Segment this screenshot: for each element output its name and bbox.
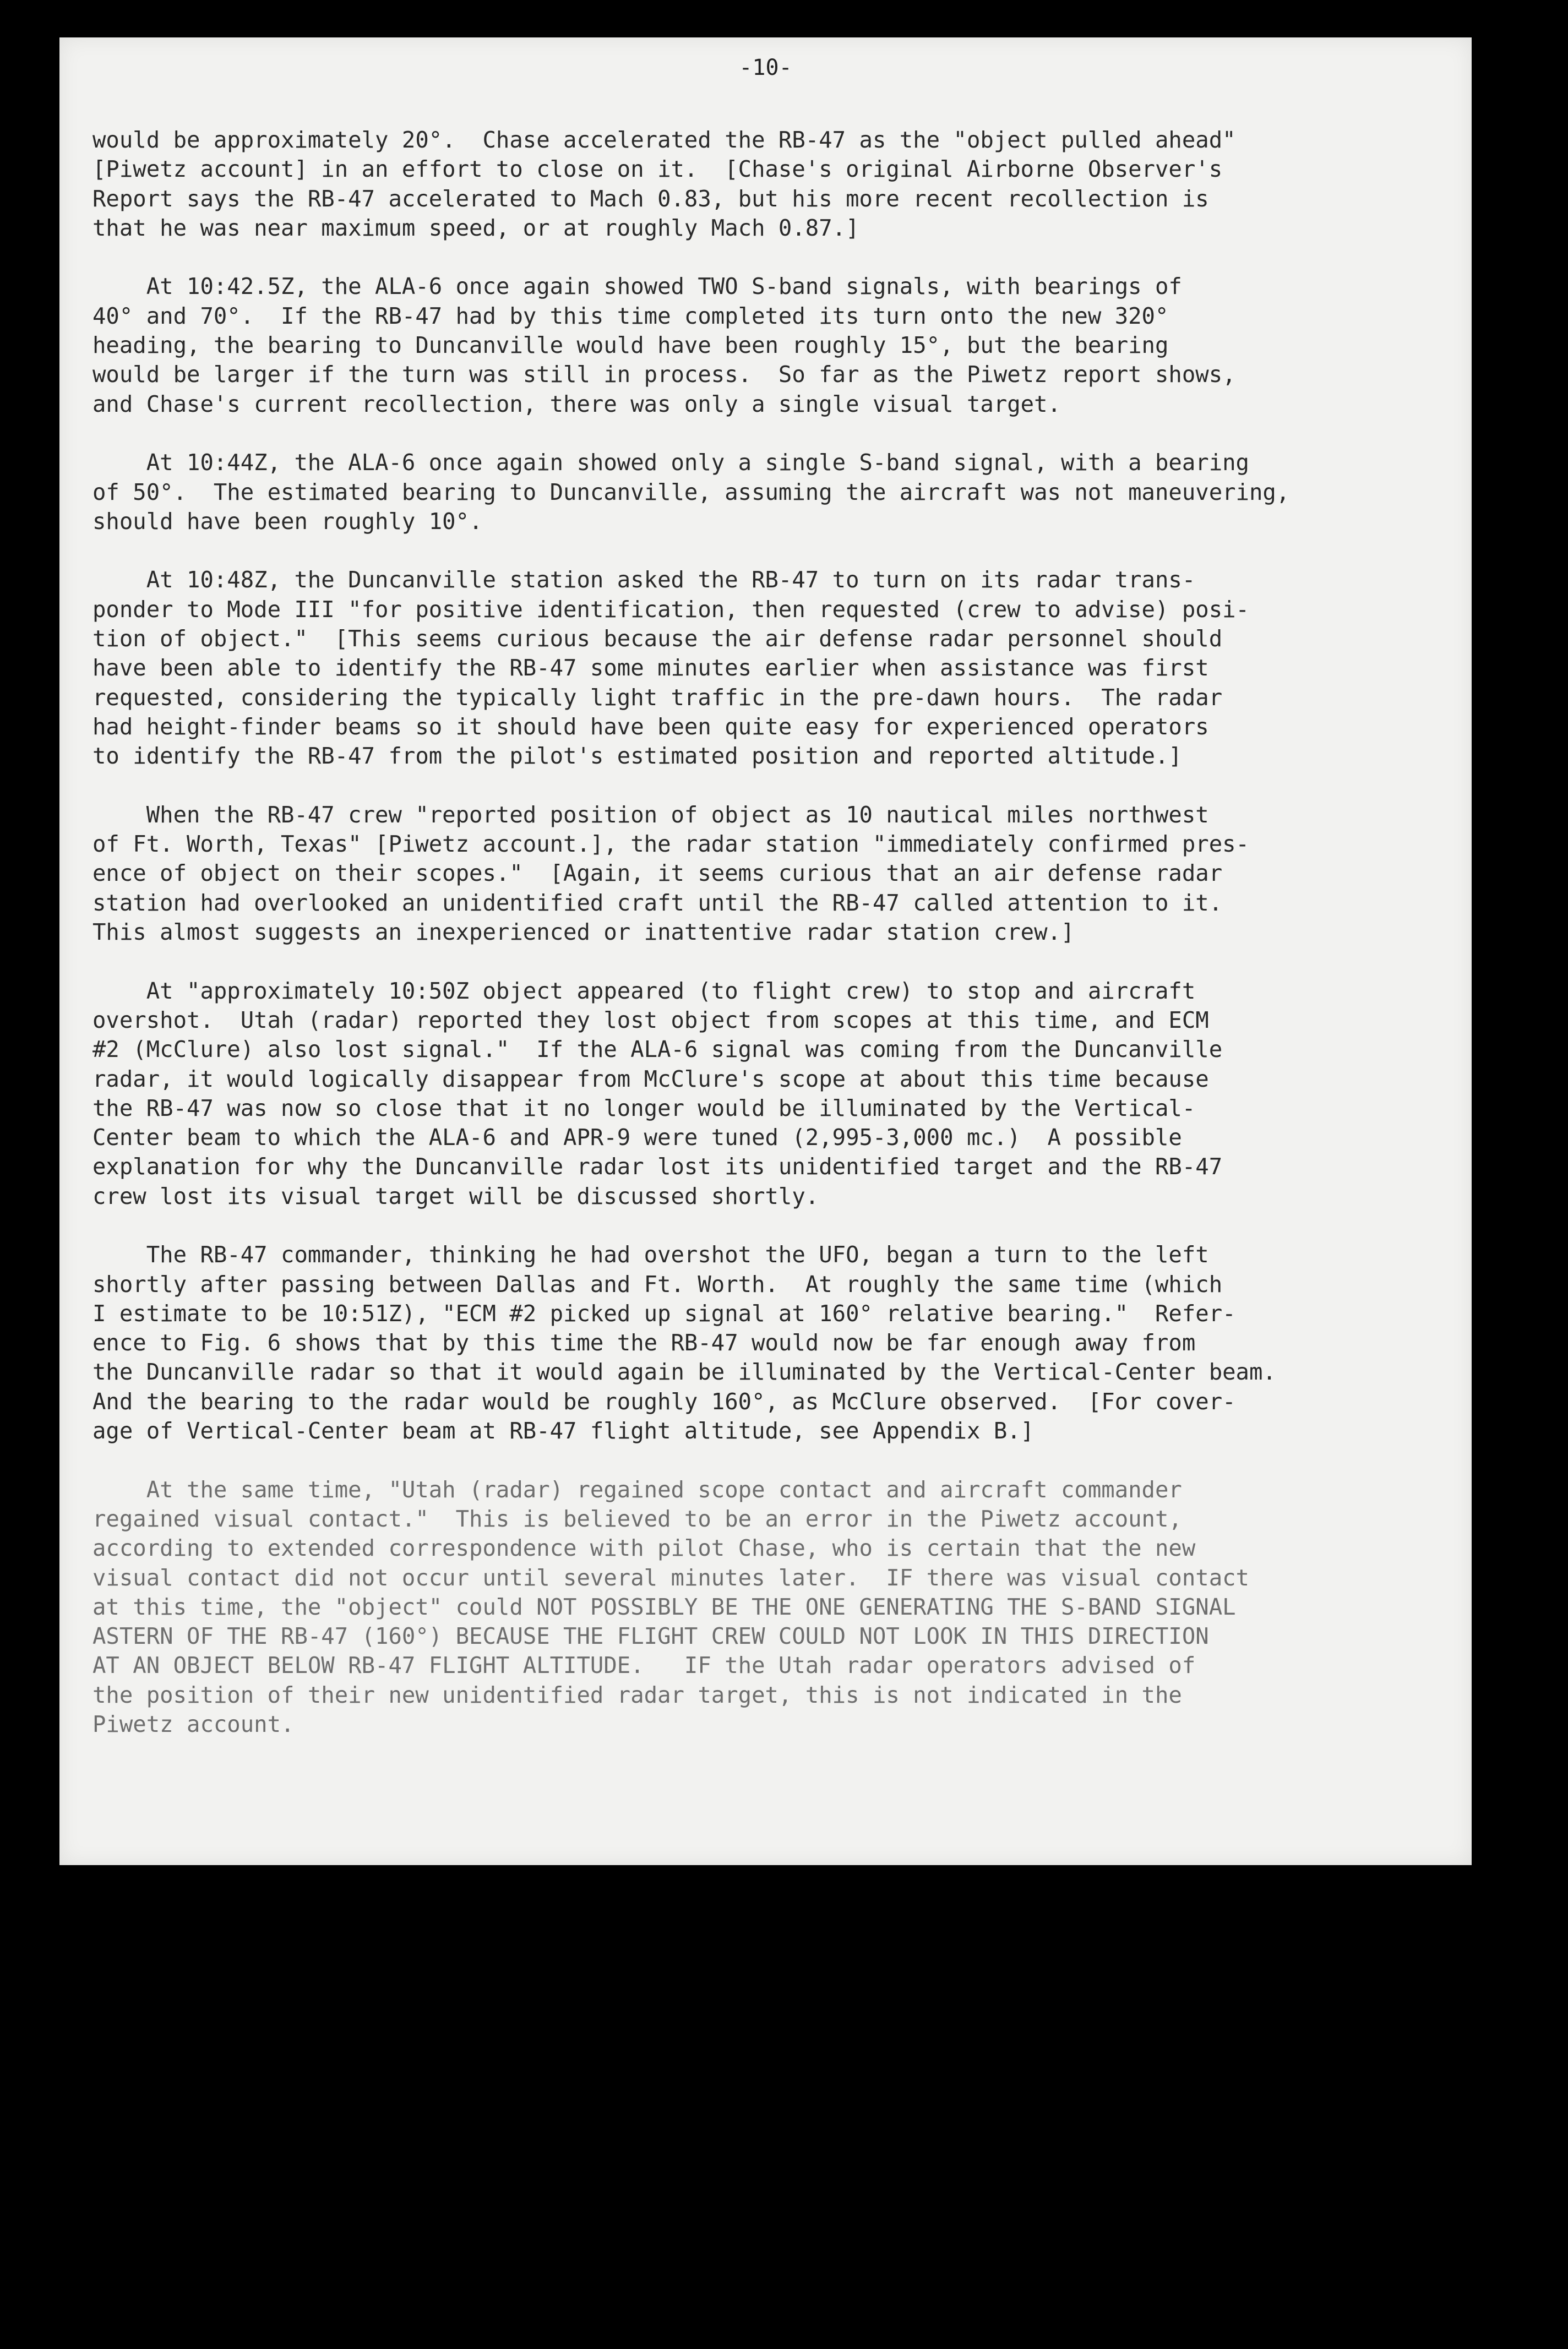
text-line: explanation for why the Duncanville radar lost its unidentified target and the RB-47 xyxy=(92,1153,1223,1180)
text-line: at this time, the "object" could NOT POSSIBLY BE THE ONE GENERATING THE S-BAND SIGNAL xyxy=(92,1593,1236,1620)
text-line: When the RB-47 crew "reported position of object as 10 nautical miles northwest xyxy=(92,801,1209,828)
text-line: of Ft. Worth, Texas" [Piwetz account.], the radar station "immediately confirmed pres- xyxy=(92,831,1249,858)
paragraph xyxy=(92,272,1436,418)
text-line: visual contact did not occur until several minutes later. IF there was visual contact xyxy=(92,1564,1249,1591)
text-line: of 50°. The estimated bearing to Duncanville, assuming the aircraft was not maneuvering, xyxy=(92,478,1290,505)
paragraph xyxy=(92,1240,1436,1446)
text-line: would be approximately 20°. Chase accelerated the RB-47 as the "object pulled ahead" xyxy=(92,127,1236,153)
text-line: Center beam to which the ALA-6 and APR-9 were tuned (2,995-3,000 mc.) A possible xyxy=(92,1124,1182,1151)
text-line: would be larger if the turn was still in process. So far as the Piwetz report shows, xyxy=(92,361,1236,388)
text-line: This almost suggests an inexperienced or inattentive radar station crew.] xyxy=(92,919,1075,946)
paragraph xyxy=(92,800,1436,947)
text-line: according to extended correspondence with pilot Chase, who is certain that the new xyxy=(92,1535,1196,1562)
text-line: should have been roughly 10°. xyxy=(92,508,483,535)
text-line: Piwetz account. xyxy=(92,1711,295,1738)
text-line: regained visual contact." This is believed to be an error in the Piwetz account, xyxy=(92,1505,1182,1532)
text-line: Report says the RB-47 accelerated to Mach 0.83, but his more recent recollection is xyxy=(92,185,1209,212)
text-line: requested, considering the typically light traffic in the pre-dawn hours. The radar xyxy=(92,684,1223,711)
text-line: The RB-47 commander, thinking he had overshot the UFO, began a turn to the left xyxy=(92,1241,1209,1268)
text-line: At 10:42.5Z, the ALA-6 once again showed TWO S-band signals, with bearings of xyxy=(92,273,1182,300)
text-line: crew lost its visual target will be discussed shortly. xyxy=(92,1182,819,1209)
text-line: station had overlooked an unidentified craft until the RB-47 called attention to it. xyxy=(92,889,1223,916)
paragraph xyxy=(92,565,1436,771)
text-line: the Duncanville radar so that it would again be illuminated by the Vertical-Center beam. xyxy=(92,1359,1276,1386)
text-line: At "approximately 10:50Z object appeared (to flight crew) to stop and aircraft xyxy=(92,977,1196,1004)
text-line: heading, the bearing to Duncanville would have been roughly 15°, but the bearing xyxy=(92,332,1169,359)
text-line: I estimate to be 10:51Z), "ECM #2 picked up signal at 160° relative bearing." Refer- xyxy=(92,1300,1236,1327)
paragraph xyxy=(92,1475,1436,1740)
text-line: the RB-47 was now so close that it no longer would be illuminated by the Vertical- xyxy=(92,1094,1196,1121)
text-line: At the same time, "Utah (radar) regained scope contact and aircraft commander xyxy=(92,1476,1182,1503)
text-line: ASTERN OF THE RB-47 (160°) BECAUSE THE FLIGHT CREW COULD NOT LOOK IN THIS DIRECTION xyxy=(92,1623,1209,1650)
document-page xyxy=(59,37,1472,1865)
body-text xyxy=(92,126,1436,1739)
paragraph xyxy=(92,126,1436,243)
text-line: At 10:44Z, the ALA-6 once again showed only a single S-band signal, with a bearing xyxy=(92,449,1249,476)
paragraph xyxy=(92,448,1436,536)
text-line: [Piwetz account] in an effort to close on it. [Chase's original Airborne Observer's xyxy=(92,156,1223,183)
text-line: to identify the RB-47 from the pilot's estimated position and reported altitude.] xyxy=(92,743,1182,770)
text-line: the position of their new unidentified radar target, this is not indicated in the xyxy=(92,1681,1182,1708)
text-line: had height-finder beams so it should have been quite easy for experienced operators xyxy=(92,713,1209,740)
text-line: At 10:48Z, the Duncanville station asked the RB-47 to turn on its radar trans- xyxy=(92,566,1196,593)
text-line: overshot. Utah (radar) reported they lost object from scopes at this time, and ECM xyxy=(92,1006,1209,1033)
text-line: AT AN OBJECT BELOW RB-47 FLIGHT ALTITUDE. IF the Utah radar operators advised of xyxy=(92,1652,1196,1679)
text-line: 40° and 70°. If the RB-47 had by this time completed its turn onto the new 320° xyxy=(92,302,1169,329)
text-line: ponder to Mode III "for positive identification, then requested (crew to advise) posi- xyxy=(92,596,1249,623)
text-line: tion of object." [This seems curious because the air defense radar personnel should xyxy=(92,625,1223,652)
text-line: radar, it would logically disappear from McClure's scope at about this time because xyxy=(92,1065,1209,1092)
text-line: ence to Fig. 6 shows that by this time the RB-47 would now be far enough away from xyxy=(92,1329,1196,1356)
text-line: ence of object on their scopes." [Again, it seems curious that an air defense radar xyxy=(92,860,1223,887)
text-line: that he was near maximum speed, or at roughly Mach 0.87.] xyxy=(92,214,859,241)
text-line: #2 (McClure) also lost signal." If the ALA-6 signal was coming from the Duncanville xyxy=(92,1036,1223,1063)
text-line: shortly after passing between Dallas and Ft. Worth. At roughly the same time (which xyxy=(92,1271,1223,1298)
text-line: age of Vertical-Center beam at RB-47 flight altitude, see Appendix B.] xyxy=(92,1418,1035,1445)
text-line: and Chase's current recollection, there was only a single visual target. xyxy=(92,390,1061,417)
page-number: -10- xyxy=(739,55,792,80)
text-line: And the bearing to the radar would be roughly 160°, as McClure observed. [For cover- xyxy=(92,1388,1236,1415)
text-line: have been able to identify the RB-47 some minutes earlier when assistance was first xyxy=(92,655,1209,682)
paragraph xyxy=(92,977,1436,1211)
